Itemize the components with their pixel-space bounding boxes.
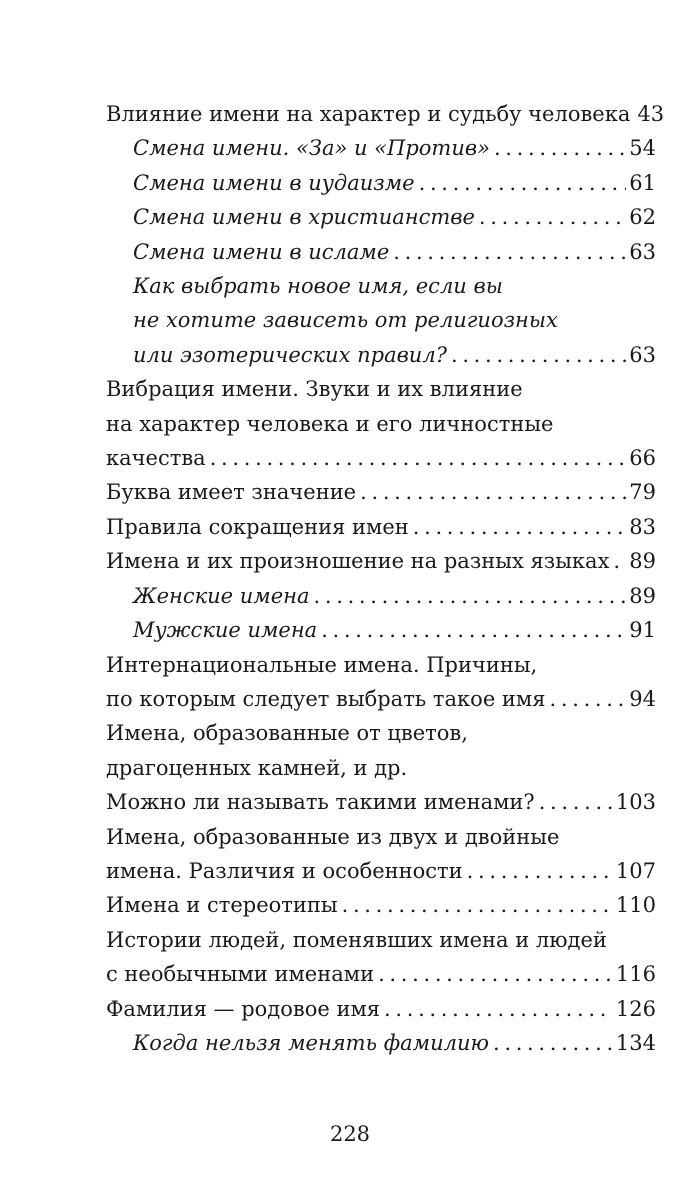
toc-entry-title: Истории людей, поменявших имена и людей — [106, 927, 607, 952]
toc-entry-page: 83 — [629, 514, 656, 539]
toc-entry-line — [106, 751, 656, 785]
toc-subentry-title: Как выбрать новое имя, если вы — [133, 274, 503, 299]
toc-subentry — [106, 579, 656, 613]
leader-dots — [419, 166, 627, 200]
toc-subentry-page: 89 — [629, 583, 656, 608]
toc-entry-title: имена. Различия и особенности — [106, 858, 463, 883]
toc-subentry-page: 61 — [629, 170, 656, 195]
toc-subentry — [106, 235, 656, 269]
toc-subentry — [106, 200, 656, 234]
toc-entry-line — [106, 407, 656, 441]
toc-subentry-title: Женские имена — [133, 583, 310, 608]
toc-entry-title: Можно ли называть такими именами? — [106, 790, 535, 815]
toc-subentry-page: 63 — [629, 342, 656, 367]
toc-entry-page: 107 — [615, 858, 656, 883]
toc-entry-line — [106, 923, 656, 957]
leader-dots — [378, 957, 613, 991]
toc-entry — [106, 854, 656, 888]
leader-dots — [384, 992, 613, 1026]
toc-entry-title: Вибрация имени. Звуки и их влияние — [106, 377, 523, 402]
toc-entry — [106, 992, 656, 1026]
leader-dots — [451, 338, 626, 372]
leader-dots — [539, 785, 613, 819]
toc-entry-title: Правила сокращения имен — [106, 514, 409, 539]
toc-subentry-title: Смена имени в иудаизме — [133, 170, 415, 195]
toc-entry-page: 110 — [615, 893, 656, 918]
toc-subentry-title: Когда нельзя менять фамилию — [133, 1030, 489, 1055]
leader-dots — [479, 200, 626, 234]
toc-entry-title: Имена, образованные из двух и двойные — [106, 824, 560, 849]
toc-subentry-line — [106, 303, 656, 337]
leader-dots — [321, 613, 626, 647]
page-number: 228 — [329, 1122, 371, 1146]
toc-entry — [106, 957, 656, 991]
leader-dots — [494, 131, 626, 165]
toc-entry-line — [106, 648, 656, 682]
toc-entry — [106, 510, 656, 544]
toc-subentry-page: 63 — [629, 239, 656, 264]
toc-entry — [106, 888, 656, 922]
toc-entry-line — [106, 716, 656, 750]
leader-dots — [342, 888, 613, 922]
toc-subentry — [106, 166, 656, 200]
toc-entry-title: Интернациональные имена. Причины, — [106, 652, 538, 677]
toc-entry-title: качества — [106, 446, 206, 471]
toc-subentry-title: Мужские имена — [133, 618, 318, 643]
toc-entry-line — [106, 820, 656, 854]
leader-dots — [467, 854, 613, 888]
toc-entry-page: 126 — [615, 996, 656, 1021]
toc-entry-title: драгоценных камней, и др. — [106, 755, 408, 780]
toc-entry-title: Фамилия — родовое имя — [106, 996, 381, 1021]
toc-subentry-page: 54 — [629, 136, 656, 161]
toc-subentry — [106, 131, 656, 165]
toc-entry — [106, 441, 656, 475]
toc-entry-page: 103 — [615, 790, 656, 815]
leader-dots — [360, 475, 626, 509]
leader-dots — [393, 235, 626, 269]
toc-subentry-page: 134 — [615, 1030, 656, 1055]
toc-entry — [106, 785, 656, 819]
toc-subentry-title: Смена имени в христианстве — [133, 205, 475, 230]
toc-entry-page: 43 — [637, 102, 665, 126]
leader-dots — [413, 510, 627, 544]
toc-subentry-title: Смена имени в исламе — [133, 239, 390, 264]
toc-entry-page: 116 — [615, 962, 656, 987]
toc-entry — [106, 97, 665, 131]
toc-entry-page: 94 — [629, 686, 656, 711]
toc-subentry-title: Смена имени. «За» и «Против» — [133, 136, 490, 161]
toc-entry-title: Имена и их произношение на разных языках — [106, 549, 610, 574]
leader-dots — [314, 579, 627, 613]
leader-dots — [613, 544, 626, 578]
toc-entry-title: Имена, образованные от цветов, — [106, 721, 468, 746]
toc-subentry — [106, 613, 656, 647]
toc-entry-title: по которым следует выбрать такое имя — [106, 686, 546, 711]
toc-entry-line — [106, 372, 656, 406]
toc-subentry-page: 62 — [629, 205, 656, 230]
toc-subentry — [106, 1026, 656, 1060]
toc-entry-title: Имена и стереотипы — [106, 893, 338, 918]
toc-subentry-line — [106, 269, 656, 303]
leader-dots — [550, 682, 627, 716]
toc-entry-title: с необычными именами — [106, 962, 375, 987]
toc-entry-page: 66 — [629, 446, 656, 471]
table-of-contents — [106, 97, 665, 1060]
toc-entry-page: 89 — [629, 549, 656, 574]
toc-entry — [106, 682, 656, 716]
toc-entry — [106, 475, 656, 509]
toc-subentry-title: не хотите зависеть от религиозных — [133, 308, 558, 333]
leader-dots — [493, 1026, 613, 1060]
toc-subentry-page: 91 — [629, 618, 656, 643]
toc-entry-page: 79 — [629, 480, 656, 505]
toc-entry — [106, 544, 656, 578]
leader-dots — [210, 441, 627, 475]
toc-entry-title: Влияние имени на характер и судьбу человека — [106, 102, 631, 126]
toc-subentry-title: или эзотерических правил? — [133, 342, 447, 367]
toc-subentry — [106, 338, 656, 372]
toc-entry-title: Буква имеет значение — [106, 480, 357, 505]
toc-entry-title: на характер человека и его личностные — [106, 411, 554, 436]
